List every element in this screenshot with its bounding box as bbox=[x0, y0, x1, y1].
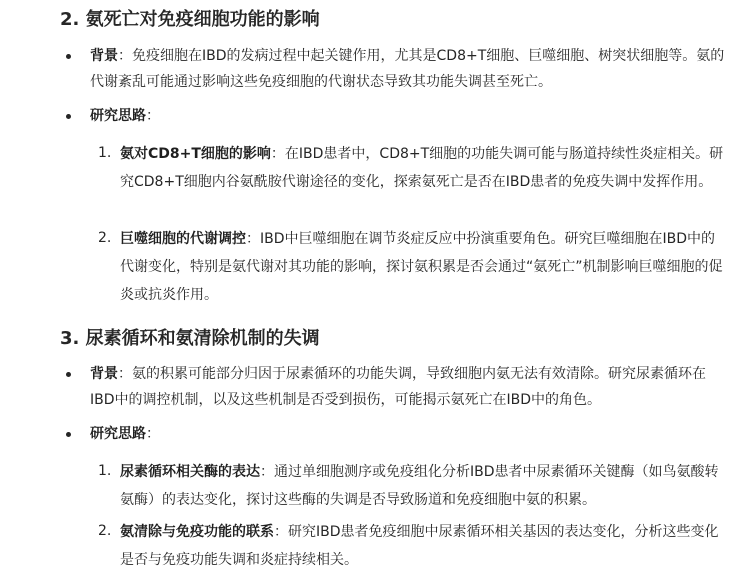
item-number: 2. bbox=[98, 230, 112, 246]
item-text: ：研究IBD患者免疫细胞中尿素循环相关基因的表达变化，分析这些变化是否与免疫功能失调和炎症持续相关。 bbox=[120, 524, 719, 568]
item-text: ：通过单细胞测序或免疫组化分析IBD患者中尿素循环关键酶（如鸟氨酸转氨酶）的表达变化，探讨这些酶的失调是否导致肠道和免疫细胞中氨的积累。 bbox=[120, 464, 719, 508]
item-text: ：IBD中巨噬细胞在调节炎症反应中扮演重要角色。研究巨噬细胞在IBD中的代谢变化，特别是氨代谢对其功能的影响，探讨氨积累是否会通过“氨死亡”机制影响巨噬细胞的促炎或抗炎作用。 bbox=[120, 231, 723, 303]
section-3-item-1 bbox=[98, 458, 728, 514]
item-number: 1. bbox=[98, 145, 112, 161]
bullet-dot bbox=[66, 54, 71, 59]
section-2-background bbox=[90, 43, 730, 95]
item-label: 巨噬细胞的代谢调控 bbox=[120, 231, 246, 247]
item-text: ：在IBD患者中，CD8+T细胞的功能失调可能与肠道持续性炎症相关。研究CD8+T细胞内谷氨酰胺代谢途径的变化，探索氨死亡是否在IBD患者的免疫失调中发挥作用。 bbox=[120, 146, 724, 190]
section-3-heading: 3. 尿素循环和氨清除机制的失调 bbox=[60, 328, 320, 349]
background-label: 背景 bbox=[90, 366, 118, 382]
section-3-background bbox=[90, 361, 730, 413]
ideas-label: 研究思路 bbox=[90, 108, 146, 124]
item-number: 2. bbox=[98, 523, 112, 539]
bullet-dot bbox=[66, 372, 71, 377]
background-text: ：免疫细胞在IBD的发病过程中起关键作用，尤其是CD8+T细胞、巨噬细胞、树突状细胞等。氨的代谢紊乱可能通过影响这些免疫细胞的代谢状态导致其功能失调甚至死亡。 bbox=[90, 48, 725, 90]
section-2-heading: 2. 氨死亡对免疫细胞功能的影响 bbox=[60, 9, 320, 30]
ideas-colon: ： bbox=[146, 108, 160, 124]
bullet-dot bbox=[66, 432, 71, 437]
section-2-item-1 bbox=[98, 140, 728, 196]
section-3-ideas bbox=[90, 421, 730, 447]
section-2-ideas bbox=[90, 103, 730, 129]
item-number: 1. bbox=[98, 463, 112, 479]
bullet-dot bbox=[66, 114, 71, 119]
section-3-item-2 bbox=[98, 518, 728, 574]
section-2-item-2 bbox=[98, 225, 728, 309]
ideas-label: 研究思路 bbox=[90, 426, 146, 442]
item-label: 氨清除与免疫功能的联系 bbox=[120, 524, 274, 540]
background-text: ：氨的积累可能部分归因于尿素循环的功能失调，导致细胞内氨无法有效清除。研究尿素循环在IBD中的调控机制，以及这些机制是否受到损伤，可能揭示氨死亡在IBD中的角色。 bbox=[90, 366, 706, 408]
ideas-colon: ： bbox=[146, 426, 160, 442]
item-label: 氨对CD8+T细胞的影响 bbox=[120, 146, 271, 162]
item-label: 尿素循环相关酶的表达 bbox=[120, 464, 260, 480]
background-label: 背景 bbox=[90, 48, 118, 64]
